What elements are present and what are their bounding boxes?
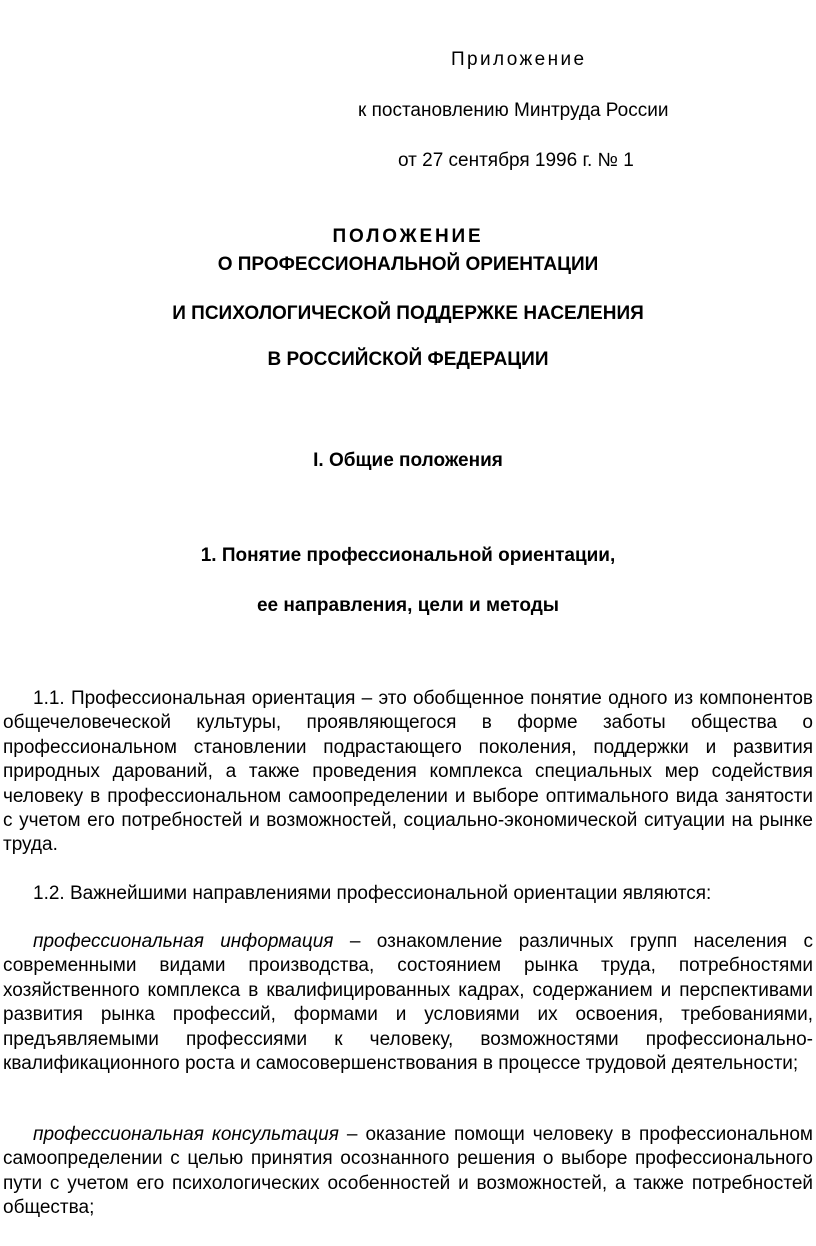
appendix-date: от 27 сентября 1996 г. № 1 [398,150,634,171]
appendix-title: Приложение [451,49,587,70]
document-title-line-1: ПОЛОЖЕНИЕ [332,226,484,247]
appendix-decree: к постановлению Минтруда России [358,100,669,121]
document-title-line-2: О ПРОФЕССИОНАЛЬНОЙ ОРИЕНТАЦИИ [217,254,599,275]
definition-professional-consultation: – оказание помощи человеку в профессиональном самоопределении с целью принятия осознанного решения о выборе профессионального пути с учетом его психологических особенностей и возможностей, а также потребностей общества; [3,1124,813,1219]
term-professional-information: профессиональная информация [33,931,334,952]
paragraph-professional-information [3,930,813,1076]
document-title-line-3: И ПСИХОЛОГИЧЕСКОЙ ПОДДЕРЖКЕ НАСЕЛЕНИЯ [172,303,644,324]
subsection-heading-line-1: 1. Понятие профессиональной ориентации, [200,545,616,566]
document-title-line-4: В РОССИЙСКОЙ ФЕДЕРАЦИИ [267,349,549,370]
subsection-heading-line-2: ее направления, цели и методы [256,595,560,616]
definition-professional-information: – ознакомление различных групп населения с современными видами производства, состоянием рынка труда, потребностями хозяйственного комплекса в квалифицированных кадрах, содержанием и перспективами развития рынка профессий, формами и условиями их освоения, требованиями, предъявляемыми профессиями к человеку, возможностями профессионально-квалификационного роста и самосовершенствования в процессе трудовой деятельности; [3,931,813,1075]
section-heading: I. Общие положения [313,450,503,471]
paragraph-1-2: 1.2. Важнейшими направлениями профессиональной ориентации являются: [33,883,712,904]
paragraph-professional-consultation [3,1123,813,1221]
term-professional-consultation: профессиональная консультация [33,1124,339,1145]
paragraph-1-1: 1.1. Профессиональная ориентация – это обобщенное понятие одного из компонентов общечеловеческой культуры, проявляющегося в форме заботы общества о профессиональном становлении подрастающего поколения, поддержки и развития природных дарований, а также проведения комплекса специальных мер содействия человеку в профессиональном самоопределении и выборе оптимального вида занятости с учетом его потребностей и возможностей, социально-экономической ситуации на рынке труда. [3,688,813,856]
